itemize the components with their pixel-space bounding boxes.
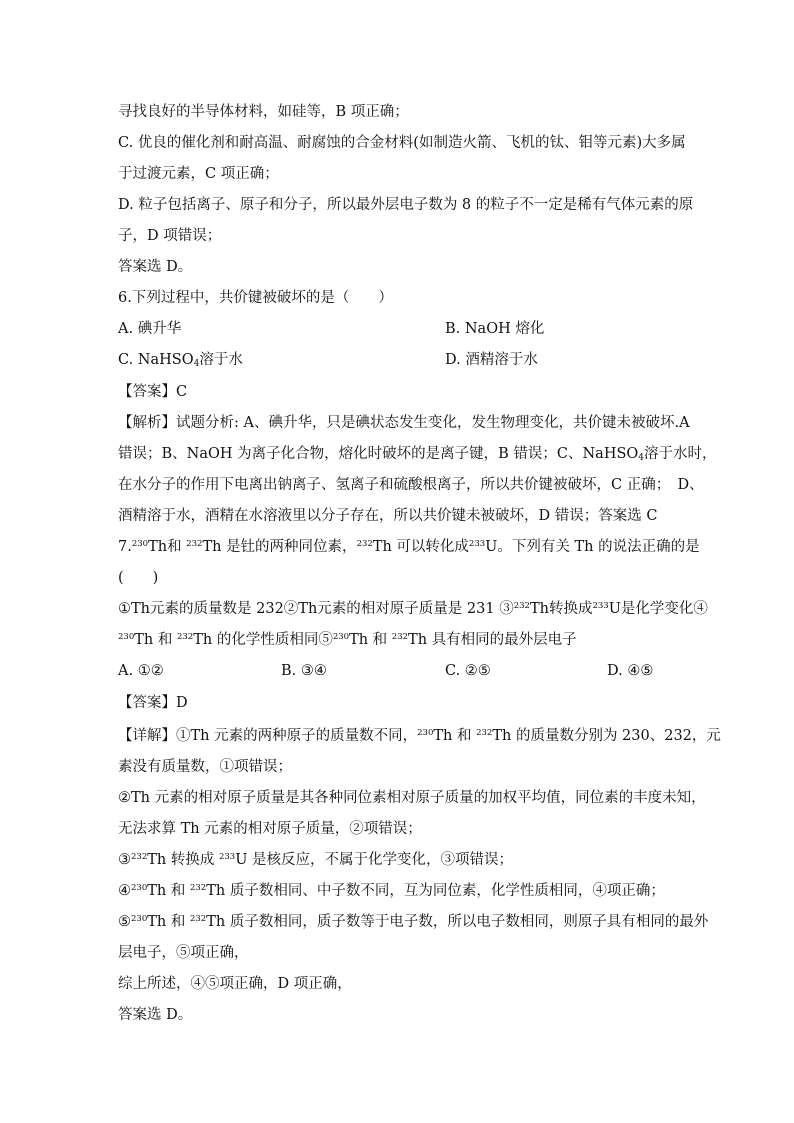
question-7-detail: ②Th 元素的相对原子质量是其各种同位素相对原子质量的加权平均值，同位素的丰度未知， — [118, 790, 706, 806]
question-7-detail: ④$^{230}$Th 和 $^{232}$Th 质子数相同、中子数不同，互为同位素，化学性质相同，④项正确； — [118, 883, 665, 899]
question-6-analysis: 酒精溶于水，酒精在水溶液里以分子存在，所以共价键未被破坏，D 错误；答案选 C — [118, 508, 658, 524]
question-7-detail: 层电子，⑤项正确， — [118, 945, 249, 961]
question-7-detail: 【详解】①Th 元素的两种原子的质量数不同，$^{230}$Th 和 $^{232}$Th 的质量数分别为 230、232，元 — [118, 728, 721, 744]
question-7-detail: ③$^{232}$Th 转换成 $^{233}$U 是核反应，不属于化学变化，③项错误； — [118, 852, 514, 868]
question-6-analysis: 错误；B、NaOH 为离子化合物，熔化时破坏的是离子键，B 错误；C、NaHSO$_4$溶于水时， — [118, 446, 717, 463]
question-7-stem: 7.$^{230}$Th和 $^{232}$Th 是钍的两种同位素，$^{232}$Th 可以转化成$^{233}$U。下列有关 Th 的说法正确的是 — [118, 539, 700, 555]
question-6-analysis: 在水分子的作用下电离出钠离子、氢离子和硫酸根离子，所以共价键被破坏，C 正确； D、 — [118, 477, 704, 493]
text-line: 于过渡元素，C 项正确； — [118, 166, 279, 182]
option-b: B. NaOH 熔化 — [445, 321, 545, 337]
question-6-options-row-2 — [118, 348, 678, 372]
question-7-detail: 无法求算 Th 元素的相对原子质量，②项错误； — [118, 821, 422, 837]
text-line: C. 优良的催化剂和耐高温、耐腐蚀的合金材料(如制造火箭、飞机的钛、钼等元素)大多属 — [118, 135, 686, 151]
option-c: C. ②⑤ — [445, 663, 491, 679]
question-7-detail: ⑤$^{230}$Th 和 $^{232}$Th 质子数相同，质子数等于电子数，所以电子数相同，则原子具有相同的最外 — [118, 914, 709, 930]
option-d: D. 酒精溶于水 — [445, 352, 538, 368]
question-6-options-row-1 — [118, 317, 678, 341]
question-6-stem: 6.下列过程中，共价键被破坏的是（ ） — [118, 290, 393, 306]
question-7-options — [118, 659, 678, 683]
question-7-detail: 答案选 D。 — [118, 1007, 193, 1023]
option-a: A. 碘升华 — [118, 321, 182, 337]
question-7-paren: ( ) — [118, 570, 159, 586]
question-7-answer: 【答案】D — [118, 695, 188, 711]
option-a: A. ①② — [118, 663, 164, 679]
question-7-statements: $^{230}$Th 和 $^{232}$Th 的化学性质相同⑤$^{230}$Th 和 $^{232}$Th 具有相同的最外层电子 — [118, 632, 577, 648]
question-6-analysis: 【解析】试题分析: A、碘升华，只是碘状态发生变化，发生物理变化，共价键未被破坏.A — [118, 415, 690, 431]
option-d: D. ④⑤ — [607, 663, 654, 679]
option-b: B. ③④ — [281, 663, 327, 679]
text-line: 寻找良好的半导体材料，如硅等，B 项正确； — [118, 104, 409, 120]
question-7-statements: ①Th元素的质量数是 232②Th元素的相对原子质量是 231 ③$^{232}$Th转换成$^{233}$U是化学变化④ — [118, 601, 708, 617]
question-7-detail: 综上所述，④⑤项正确，D 项正确， — [118, 976, 352, 992]
question-6-answer: 【答案】C — [118, 384, 188, 400]
text-line: 子，D 项错误； — [118, 228, 222, 244]
question-7-detail: 素没有质量数，①项错误； — [118, 759, 292, 775]
option-c: C. NaHSO$_4$溶于水 — [118, 352, 243, 369]
text-line: 答案选 D。 — [118, 259, 193, 275]
text-line: D. 粒子包括离子、原子和分子，所以最外层电子数为 8 的粒子不一定是稀有气体元素的原 — [118, 197, 694, 213]
